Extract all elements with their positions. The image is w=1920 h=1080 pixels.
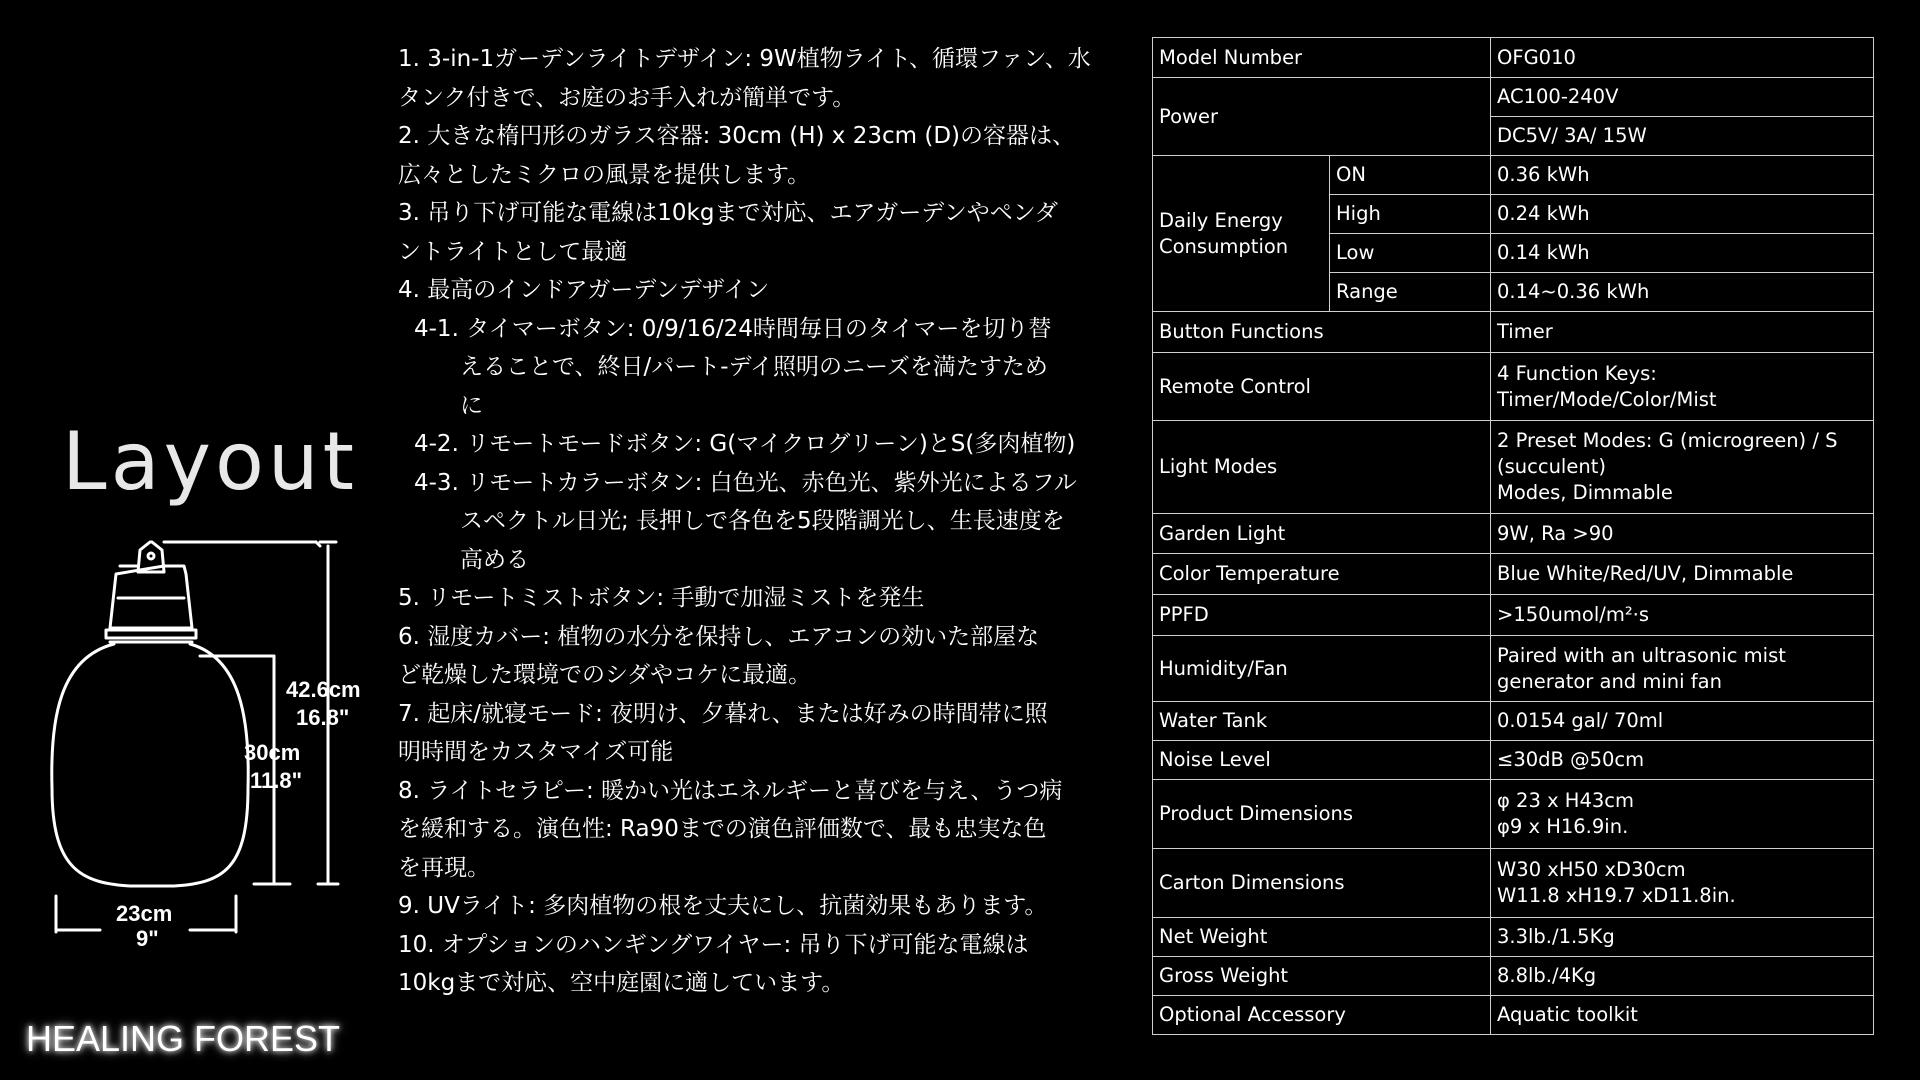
spec-value: >150umol/m²·s — [1491, 595, 1874, 636]
spec-sublabel: Range — [1330, 273, 1491, 312]
spec-value — [1491, 353, 1874, 421]
spec-value: 0.24 kWh — [1491, 195, 1874, 234]
spec-value-line: φ 23 x H43cm — [1497, 789, 1635, 812]
feature-line: 2. 大きな楕円形のガラス容器: 30cm (H) x 23cm (D)の容器は、 — [398, 123, 1076, 149]
height-label-cm: 42.6cm — [286, 677, 361, 702]
feature-line: えることで、終日/パート-デイ照明のニーズを満たすため — [460, 354, 1048, 380]
feature-sub-item — [398, 310, 1126, 426]
brand-logo: HEALING FOREST — [26, 1018, 341, 1059]
feature-line: に — [460, 392, 483, 419]
spec-sublabel: Low — [1330, 234, 1491, 273]
spec-value: 3.3lb./1.5Kg — [1491, 918, 1874, 957]
spec-value: DC5V/ 3A/ 15W — [1491, 117, 1874, 156]
table-row — [1153, 554, 1874, 595]
spec-label: Light Modes — [1153, 421, 1491, 514]
table-row — [1153, 741, 1874, 780]
feature-line: 9. UVライト: 多肉植物の根を丈夫にし、抗菌効果もあります。 — [398, 893, 1048, 919]
spec-label: Color Temperature — [1153, 554, 1491, 595]
spec-value: Blue White/Red/UV, Dimmable — [1491, 554, 1874, 595]
feature-line: ど乾燥した環境でのシダやコケに最適。 — [398, 662, 812, 688]
spec-label: Gross Weight — [1153, 957, 1491, 996]
jar-outline — [52, 644, 248, 886]
spec-value: 0.36 kWh — [1491, 156, 1874, 195]
feature-line: 4. 最高のインドアガーデンデザイン — [398, 277, 770, 303]
body-label-cm: 30cm — [244, 740, 301, 765]
table-row — [1153, 996, 1874, 1035]
feature-line: 明時間をカスタマイズ可能 — [398, 739, 674, 765]
spec-value-line: Timer/Mode/Color/Mist — [1497, 387, 1717, 411]
spec-value: 8.8lb./4Kg — [1491, 957, 1874, 996]
spec-value-line: 2 Preset Modes: G (microgreen) / S — [1497, 429, 1838, 452]
spec-label: Daily Energy Consumption — [1153, 156, 1330, 312]
feature-line: 7. 起床/就寝モード: 夜明け、夕暮れ、または好みの時間帯に照 — [398, 700, 1048, 727]
table-row — [1153, 702, 1874, 741]
spec-value: Timer — [1491, 312, 1874, 353]
spec-label: Remote Control — [1153, 353, 1491, 421]
spec-label: Net Weight — [1153, 918, 1491, 957]
spec-label: Product Dimensions — [1153, 780, 1491, 849]
table-row — [1153, 918, 1874, 957]
table-row — [1153, 38, 1874, 78]
spec-value: 0.0154 gal/ 70ml — [1491, 702, 1874, 741]
height-label-in: 16.8" — [296, 705, 350, 730]
spec-label: Optional Accessory — [1153, 996, 1491, 1035]
feature-line: 4-1. タイマーボタン: 0/9/16/24時間毎日のタイマーを切り替 — [414, 315, 1052, 342]
spec-value-line: 4 Function Keys: — [1497, 361, 1657, 385]
table-row — [1153, 353, 1874, 421]
feature-line: 10kgまで対応、空中庭園に適しています。 — [398, 970, 845, 996]
spec-value: 9W, Ra >90 — [1491, 514, 1874, 554]
table-row — [1153, 421, 1874, 514]
spec-value — [1491, 849, 1874, 918]
spec-label: Humidity/Fan — [1153, 636, 1491, 702]
spec-value: OFG010 — [1491, 38, 1874, 78]
table-row — [1153, 595, 1874, 636]
table-row — [1153, 957, 1874, 996]
body-label-in: 11.8" — [250, 768, 303, 793]
feature-line: 6. 湿度カバー: 植物の水分を保持し、エアコンの効いた部屋な — [398, 623, 1040, 650]
feature-sub-item — [398, 425, 1126, 464]
feature-list — [398, 40, 1126, 1003]
spec-value-line: φ9 x H16.9in. — [1497, 815, 1629, 838]
table-row — [1153, 312, 1874, 353]
table-row — [1153, 514, 1874, 554]
spec-label: Garden Light — [1153, 514, 1491, 554]
width-label-in: 9" — [136, 926, 159, 948]
spec-value: ≤30dB @50cm — [1491, 741, 1874, 780]
spec-label: Model Number — [1153, 38, 1491, 78]
spec-label: Carton Dimensions — [1153, 849, 1491, 918]
spec-label: Water Tank — [1153, 702, 1491, 741]
product-dimension-drawing — [40, 538, 380, 948]
feature-line: ントライトとして最適 — [398, 238, 628, 265]
spec-value-line: Modes, Dimmable — [1497, 481, 1673, 504]
feature-line: 広々としたミクロの風景を提供します。 — [398, 161, 811, 188]
feature-line: を再現。 — [398, 854, 490, 881]
spec-label: Button Functions — [1153, 312, 1491, 353]
feature-line: 10. オプションのハンギングワイヤー: 吊り下げ可能な電線は — [398, 931, 1029, 958]
spec-value: 0.14 kWh — [1491, 234, 1874, 273]
spec-value: Aquatic toolkit — [1491, 996, 1874, 1035]
width-label-cm: 23cm — [116, 901, 173, 926]
feature-sub-item — [398, 464, 1126, 580]
spec-value-line: generator and mini fan — [1497, 669, 1722, 693]
feature-line: 3. 吊り下げ可能な電線は10kgまで対応、エアガーデンやペンダ — [398, 200, 1058, 226]
spec-value — [1491, 636, 1874, 702]
spec-label: Power — [1153, 78, 1491, 156]
spec-value — [1491, 421, 1874, 514]
feature-line: を緩和する。演色性: Ra90までの演色評価数で、最も忠実な色 — [398, 816, 1047, 842]
feature-line: スペクトル日光; 長押しで各色を5段階調光し、生長速度を — [460, 508, 1065, 534]
spec-value: 0.14~0.36 kWh — [1491, 273, 1874, 312]
spec-value: AC100-240V — [1491, 78, 1874, 117]
feature-line: タンク付きで、お庭のお手入れが簡単です。 — [398, 84, 856, 111]
spec-value-line: Paired with an ultrasonic mist — [1497, 643, 1786, 667]
page-title: Layout — [62, 415, 358, 508]
spec-value — [1491, 780, 1874, 849]
feature-line: 8. ライトセラピー: 暖かい光はエネルギーと喜びを与え、うつ病 — [398, 777, 1063, 804]
table-row — [1153, 636, 1874, 702]
spec-value-line: (succulent) — [1497, 455, 1606, 478]
feature-line: 高める — [460, 546, 529, 573]
spec-sublabel: High — [1330, 195, 1491, 234]
feature-line: 4-2. リモートモードボタン: G(マイクログリーン)とS(多肉植物) — [414, 431, 1076, 457]
table-row — [1153, 780, 1874, 849]
spec-label: PPFD — [1153, 595, 1491, 636]
table-row — [1153, 78, 1874, 117]
spec-value-line: W30 xH50 xD30cm — [1497, 858, 1686, 881]
spec-value-line: W11.8 xH19.7 xD11.8in. — [1497, 884, 1736, 907]
feature-line: 1. 3-in-1ガーデンライトデザイン: 9W植物ライト、循環ファン、水 — [398, 46, 1091, 72]
spec-sublabel: ON — [1330, 156, 1491, 195]
table-row — [1153, 156, 1874, 195]
table-row — [1153, 849, 1874, 918]
feature-line: 4-3. リモートカラーボタン: 白色光、赤色光、紫外光によるフル — [414, 469, 1077, 496]
spec-table — [1152, 37, 1874, 1035]
spec-label: Noise Level — [1153, 741, 1491, 780]
feature-line: 5. リモートミストボタン: 手動で加湿ミストを発生 — [398, 585, 925, 611]
